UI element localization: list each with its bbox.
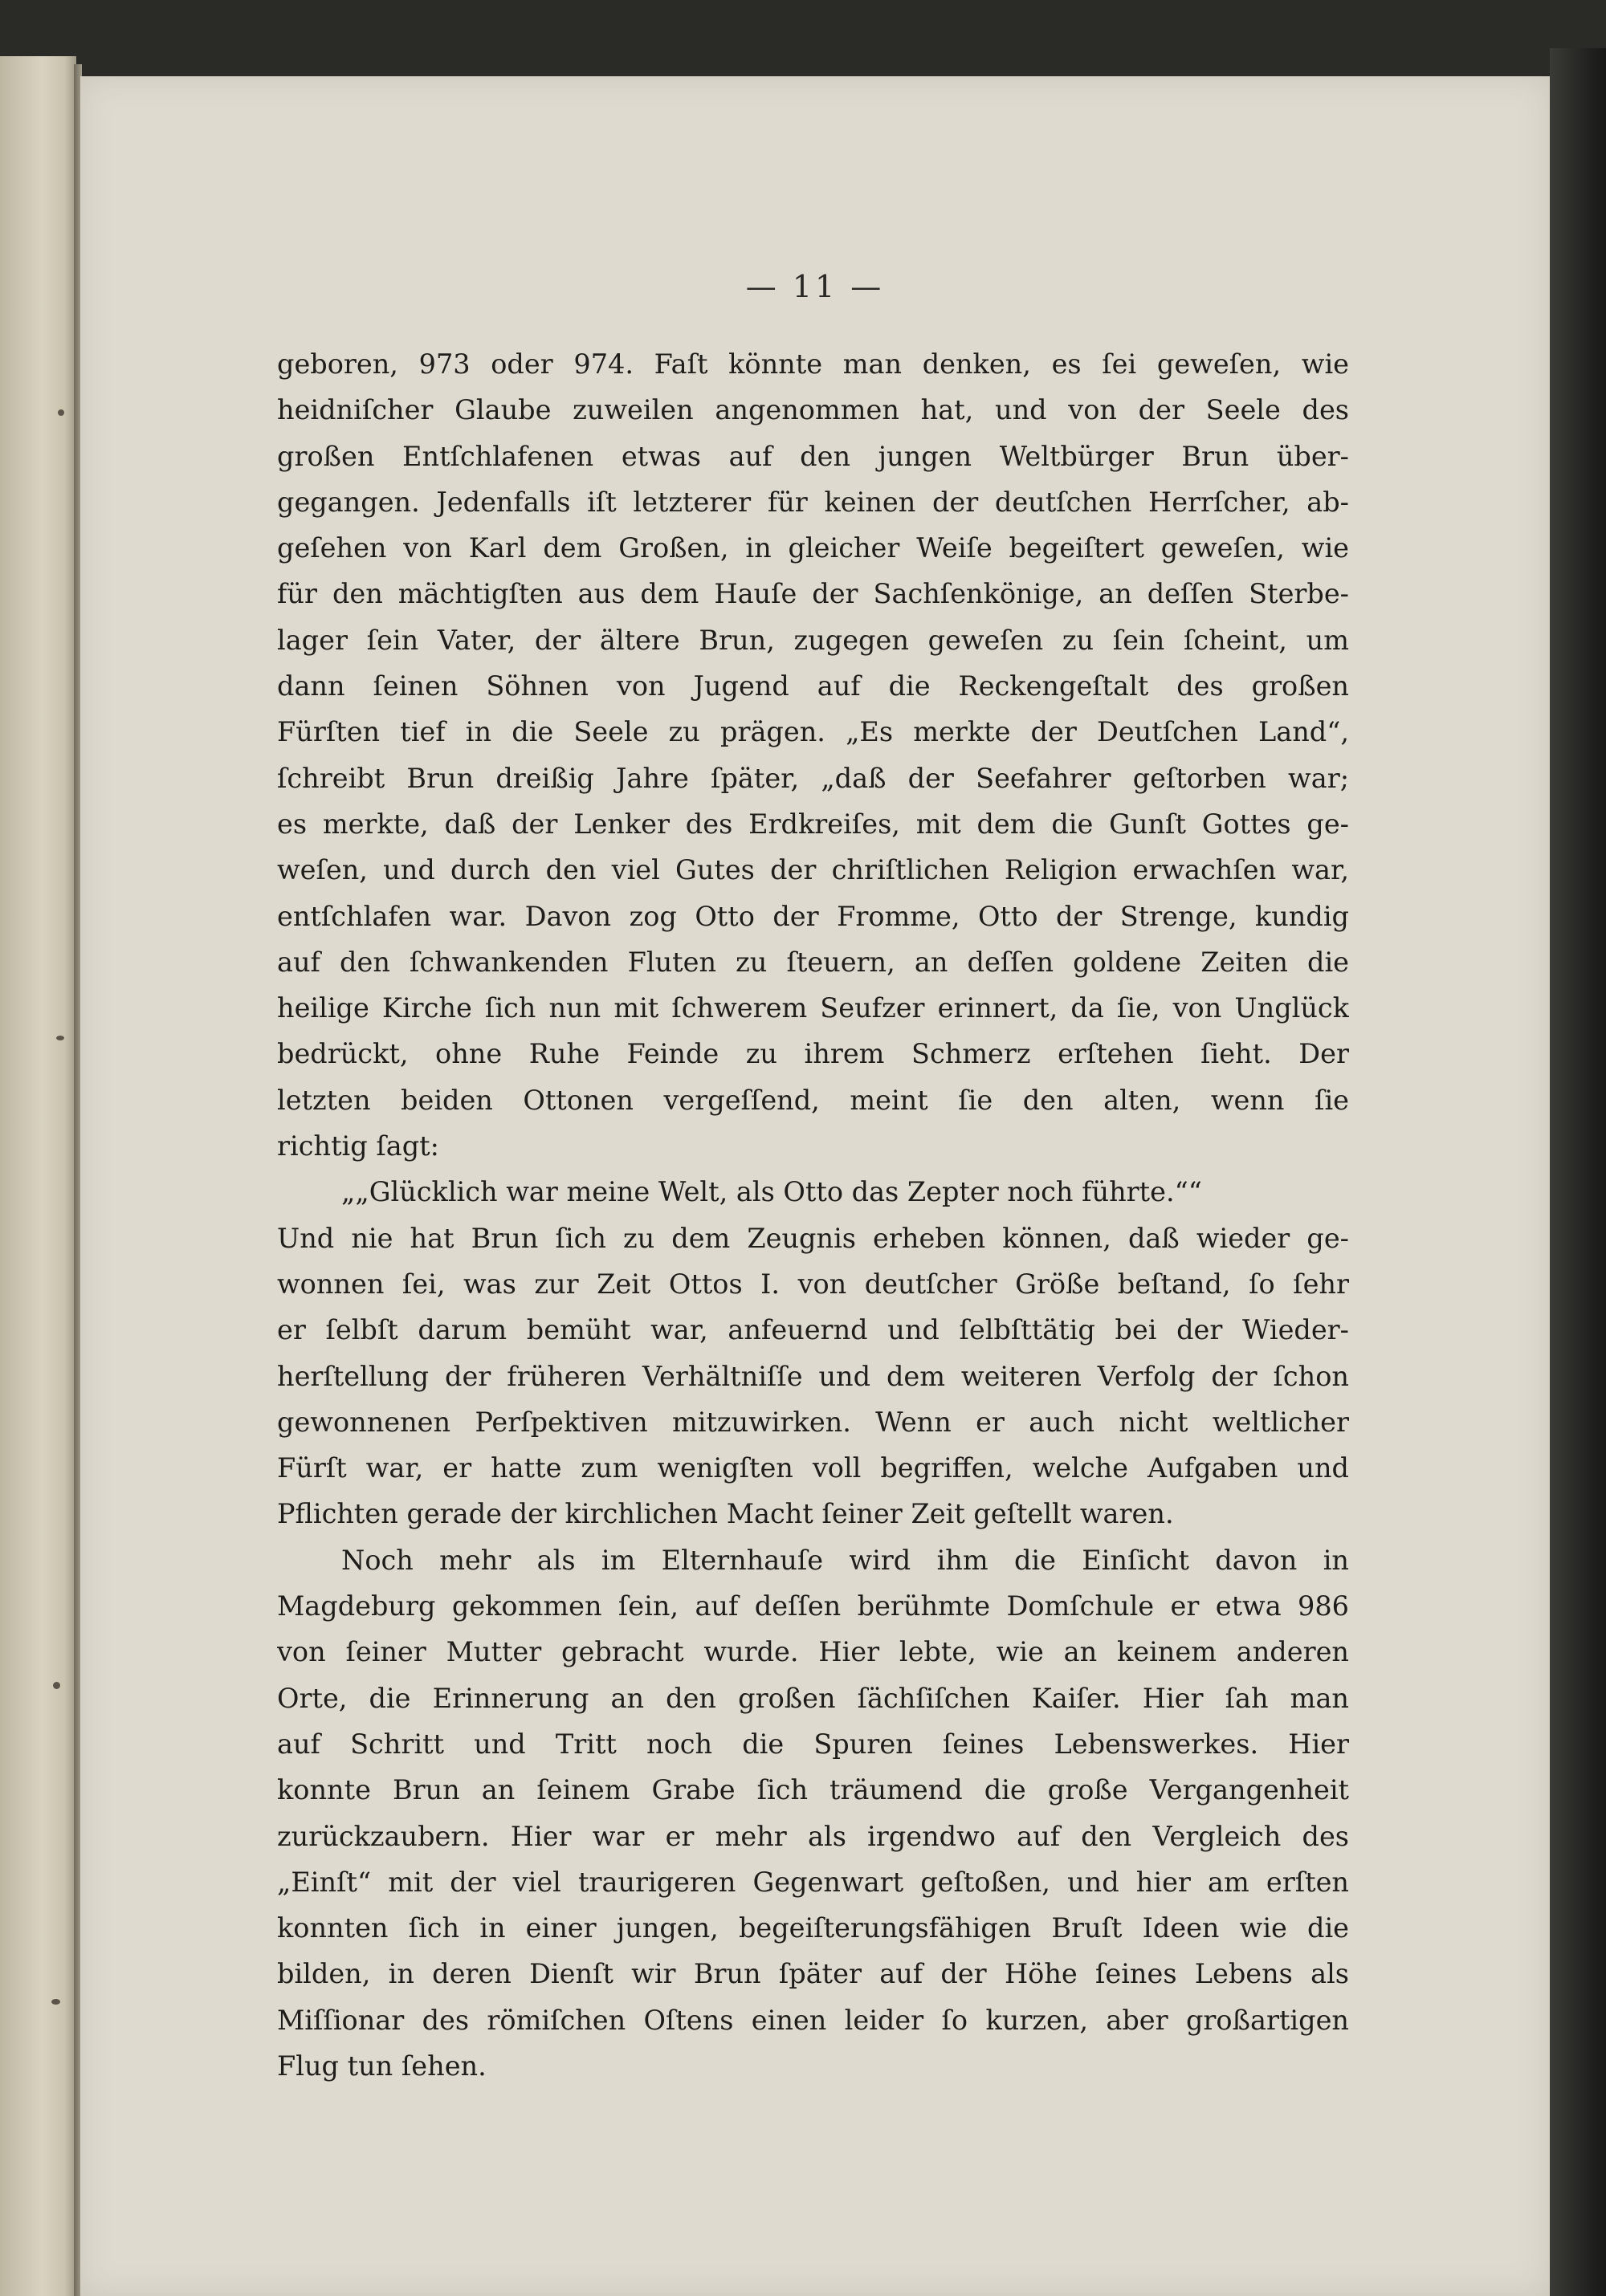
text-line: zurückzaubern. Hier war er mehr als irgendwo auf den Vergleich des (277, 1820, 1349, 1852)
text-line: letzten beiden Ottonen vergeſſend, meint ſie den alten, wenn ſie (277, 1084, 1349, 1116)
book-page (80, 76, 1550, 2296)
text-line: Fürſten tief in die Seele zu prägen. „Es merkte der Deutſchen Land“, (277, 716, 1349, 748)
text-line: wonnen ſei, was zur Zeit Ottos I. von deutſcher Größe beſtand, ſo ſehr (277, 1268, 1349, 1300)
text-line: ſchreibt Brun dreißig Jahre ſpäter, „daß der Seefahrer geſtorben war; (277, 762, 1349, 794)
text-line: auf Schritt und Tritt noch die Spuren ſeines Lebenswerkes. Hier (277, 1728, 1349, 1760)
paper-speck (53, 1682, 60, 1689)
text-line: dann ſeinen Söhnen von Jugend auf die Reckengeſtalt des großen (277, 670, 1349, 702)
text-line: herſtellung der früheren Verhältniſſe und dem weiteren Verfolg der ſchon (277, 1360, 1349, 1392)
text-line: „Einſt“ mit der viel traurigeren Gegenwart geſtoßen, und hier am erſten (277, 1866, 1349, 1898)
paragraph-start-line: Noch mehr als im Elternhauſe wird ihm die Einſicht davon in (341, 1544, 1349, 1576)
text-line: Flug tun ſehen. (277, 2050, 487, 2082)
book-cover-edge (1550, 48, 1606, 2296)
text-line: konnte Brun an ſeinem Grabe ſich träumend die große Vergangenheit (277, 1774, 1349, 1806)
text-line: konnten ſich in einer jungen, begeiſterungsfähigen Bruſt Ideen wie die (277, 1912, 1349, 1944)
paper-speck (51, 1999, 60, 2005)
text-line: Miſſionar des römiſchen Oſtens einen leider ſo kurzen, aber großartigen (277, 2004, 1349, 2036)
text-line: Magdeburg gekommen ſein, auf deſſen berühmte Domſchule er etwa 986 (277, 1590, 1349, 1622)
text-line: gewonnenen Perſpektiven mitzuwirken. Wenn er auch nicht weltlicher (277, 1406, 1349, 1438)
paper-speck (58, 409, 64, 416)
text-line: gegangen. Jedenfalls iſt letzterer für keinen der deutſchen Herrſcher, ab- (277, 486, 1349, 518)
text-line: es merkte, daß der Lenker des Erdkreiſes, mit dem die Gunſt Gottes ge- (277, 808, 1349, 840)
page-body-text (277, 341, 1349, 2089)
text-line: lager ſein Vater, der ältere Brun, zugegen geweſen zu ſein ſcheint, um (277, 624, 1349, 656)
text-line: Und nie hat Brun ſich zu dem Zeugnis erheben können, daß wieder ge- (277, 1222, 1349, 1254)
text-line: von ſeiner Mutter gebracht wurde. Hier lebte, wie an keinem anderen (277, 1636, 1349, 1668)
text-line: bedrückt, ohne Ruhe Feinde zu ihrem Schmerz erſtehen ſieht. Der (277, 1038, 1349, 1070)
text-line: heilige Kirche ſich nun mit ſchwerem Seufzer erinnert, da ſie, von Unglück (277, 992, 1349, 1024)
text-line: er ſelbſt darum bemüht war, anfeuernd und ſelbſttätig bei der Wieder- (277, 1314, 1349, 1346)
text-line: großen Entſchlafenen etwas auf den jungen Weltbürger Brun über- (277, 440, 1349, 472)
text-line: heidniſcher Glaube zuweilen angenommen hat, und von der Seele des (277, 394, 1349, 426)
text-line: Pflichten gerade der kirchlichen Macht ſeiner Zeit geſtellt waren. (277, 1498, 1174, 1530)
text-line: geboren, 973 oder 974. Faſt könnte man denken, es ſei geweſen, wie (277, 348, 1349, 380)
text-line: bilden, in deren Dienſt wir Brun ſpäter auf der Höhe ſeines Lebens als (277, 1958, 1349, 1990)
text-line: auf den ſchwankenden Fluten zu ſteuern, an deſſen goldene Zeiten die (277, 946, 1349, 978)
text-line: weſen, und durch den viel Gutes der chriſtlichen Religion erwachſen war, (277, 854, 1349, 886)
text-line: richtig ſagt: (277, 1130, 439, 1162)
text-line: entſchlafen war. Davon zog Otto der Fromme, Otto der Strenge, kundig (277, 900, 1349, 932)
quotation-line: „„Glücklich war meine Welt, als Otto das Zepter noch führte.““ (341, 1176, 1202, 1208)
text-line: geſehen von Karl dem Großen, in gleicher Weiſe begeiſtert geweſen, wie (277, 532, 1349, 564)
text-line: Fürſt war, er hatte zum wenigſten voll begriffen, welche Aufgaben und (277, 1452, 1349, 1484)
text-line: für den mächtigſten aus dem Hauſe der Sachſenkönige, an deſſen Sterbe- (277, 578, 1349, 610)
page-number: — 11 — (745, 269, 885, 304)
text-line: Orte, die Erinnerung an den großen ſächſiſchen Kaiſer. Hier ſah man (277, 1682, 1349, 1714)
paper-speck (56, 1036, 64, 1040)
left-page-edge (0, 56, 76, 2296)
